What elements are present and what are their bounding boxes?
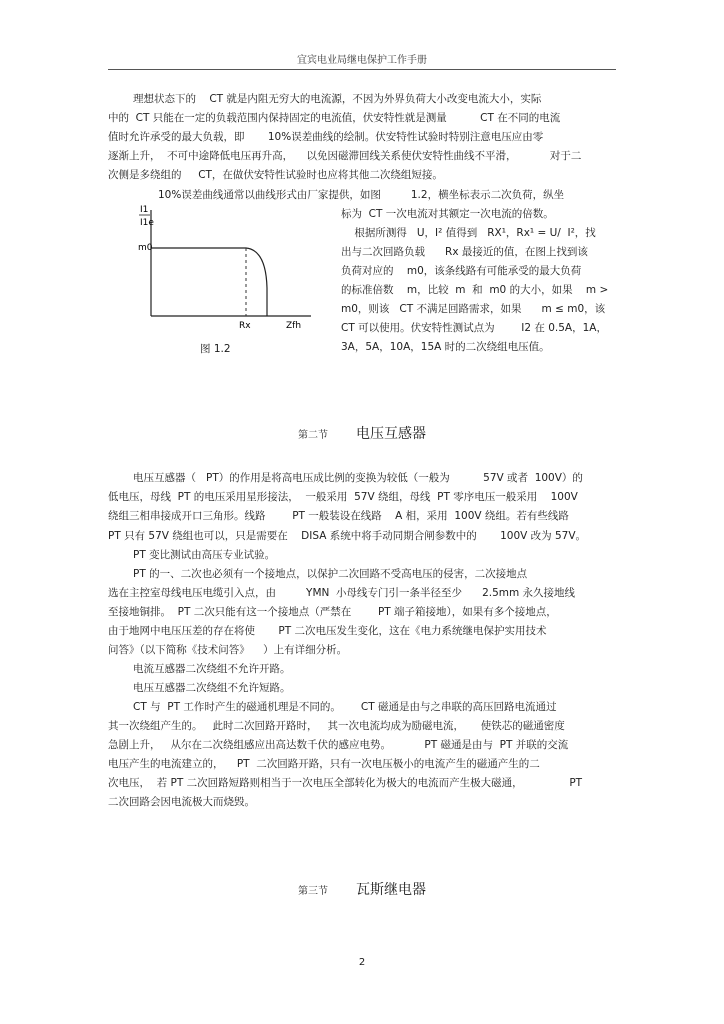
pt-line-18: 二次回路会因电流极大而烧毁。: [108, 796, 255, 808]
ct-para1-line-2: 中的 CT 只能在一定的负载范围内保持固定的电流值，伏安特性就是测量 CT 在不同的电流: [108, 112, 561, 124]
pt-line-15: 急剧上升， 从尔在二次绕组感应出高达数千伏的感应电势。 PT 磁通是由与 PT 并联的交流: [108, 739, 569, 751]
header-rule: [108, 69, 616, 70]
ct-para2-right-3: 出与二次回路负载 Rx 最接近的值，在图上找到该: [341, 246, 588, 258]
ct-para2-right-7: CT 可以使用。伏安特性测试点为 I2 在 0.5A，1A，: [341, 322, 607, 334]
pt-line-8: 至接地铜排。 PT 二次只能有这一个接地点（严禁在 PT 端子箱接地），如果有多个接地点，: [108, 606, 557, 618]
section-number: 第三节: [298, 886, 328, 897]
ct-para2-right-2: 根据所测得 U，I² 值得到 RX¹，Rx¹ = U/ I²，找: [341, 227, 596, 239]
pt-line-1: 电压互感器（ PT）的作用是将高电压成比例的变换为较低（一般为 57V 或者 100V）的: [133, 472, 583, 484]
y-label-top: I1: [140, 205, 149, 215]
error-curve-figure: [136, 198, 336, 338]
pt-line-10: 问答》（以下简称《技术问答》 ）上有详细分析。: [108, 644, 348, 656]
pt-line-2: 低电压，母线 PT 的电压采用星形接法， 一般采用 57V 绕组，母线 PT 零序电压一般采用 100V: [108, 491, 578, 503]
ct-para2-right-6: m0，则该 CT 不满足回路需求，如果 m ≤ m0，该: [341, 303, 606, 315]
ct-para1-line-5: 次侧是多绕组的 CT，在做伏安特性试验时也应将其他二次绕组短接。: [108, 169, 443, 181]
pt-line-11: 电流互感器二次绕组不允许开路。: [133, 663, 291, 675]
pt-line-16: 电压产生的电流建立的， PT 二次回路开路，只有一次电压极小的电流产生的磁通产生的二: [108, 758, 540, 770]
ct-para2-right-8: 3A，5A，10A，15A 时的二次绕组电压值。: [341, 341, 550, 353]
section-title: 瓦斯继电器: [356, 882, 426, 898]
section-title: 电压互感器: [356, 426, 426, 442]
error-curve: [151, 248, 267, 316]
pt-line-14: 其一次绕组产生的。 此时二次回路开路时， 其一次电流均成为励磁电流， 使铁芯的磁通密度: [108, 720, 565, 732]
ct-para1-line-4: 逐渐上升， 不可中途降低电压再升高， 以免因磁滞回线关系使伏安特性曲线不平滑， 对于二: [108, 150, 582, 162]
pt-line-17: 次电压， 若 PT 二次回路短路则相当于一次电压全部转化为极大的电流而产生极大磁通， PT: [108, 777, 583, 789]
section-heading-gas: [0, 879, 724, 899]
ct-para2-line-1: 10%误差曲线通常以曲线形式由厂家提供，如图 1.2，横坐标表示二次负荷，纵坐: [158, 189, 565, 201]
section-number: 第二节: [298, 430, 328, 441]
ct-para2-right-5: 的标准倍数 m，比较 m 和 m0 的大小，如果 m >: [341, 284, 609, 296]
rx-label: Rx: [239, 321, 251, 331]
figure-caption: 图 1.2: [200, 343, 231, 355]
pt-line-12: 电压互感器二次绕组不允许短路。: [133, 682, 291, 694]
y-label-bottom: I1e: [140, 218, 154, 228]
page-number: 2: [358, 957, 366, 968]
page-header: 宜宾电业局继电保护工作手册: [297, 55, 427, 66]
pt-line-7: 选在主控室母线电压电缆引入点，由 YMN 小母线专门引一条半径至少 2.5mm 永久接地线: [108, 587, 576, 599]
ct-para2-right-1: 标为 CT 一次电流对其额定一次电流的倍数。: [341, 208, 554, 220]
zfh-label: Zfh: [286, 321, 302, 331]
pt-line-5: PT 变比测试由高压专业试验。: [133, 549, 276, 561]
ct-para1-line-3: 值时允许承受的最大负载，即 10%误差曲线的绘制。伏安特性试验时特别注意电压应由零: [108, 131, 544, 143]
section-heading-pt: [0, 423, 724, 443]
ct-para1-line-1: 理想状态下的 CT 就是内阻无穷大的电流源，不因为外界负荷大小改变电流大小，实际: [133, 93, 542, 105]
pt-line-13: CT 与 PT 工作时产生的磁通机理是不同的。 CT 磁通是由与之串联的高压回路电流通过: [133, 701, 557, 713]
ct-para2-right-4: 负荷对应的 m0，该条线路有可能承受的最大负荷: [341, 265, 582, 277]
pt-line-6: PT 的一、二次也必须有一个接地点，以保护二次回路不受高电压的侵害，二次接地点: [133, 568, 528, 580]
pt-line-4: PT 只有 57V 绕组也可以，只是需要在 DISA 系统中将手动同期合闸参数中的 100V 改为 57V。: [108, 530, 587, 542]
pt-line-9: 由于地网中电压压差的存在将使 PT 二次电压发生变化，这在《电力系统继电保护实用技术: [108, 625, 547, 637]
pt-line-3: 绕组三相串接成开口三角形。线路 PT 一般装设在线路 A 相，采用 100V 绕组。若有些线路: [108, 510, 569, 522]
m0-label: m0: [138, 243, 153, 253]
